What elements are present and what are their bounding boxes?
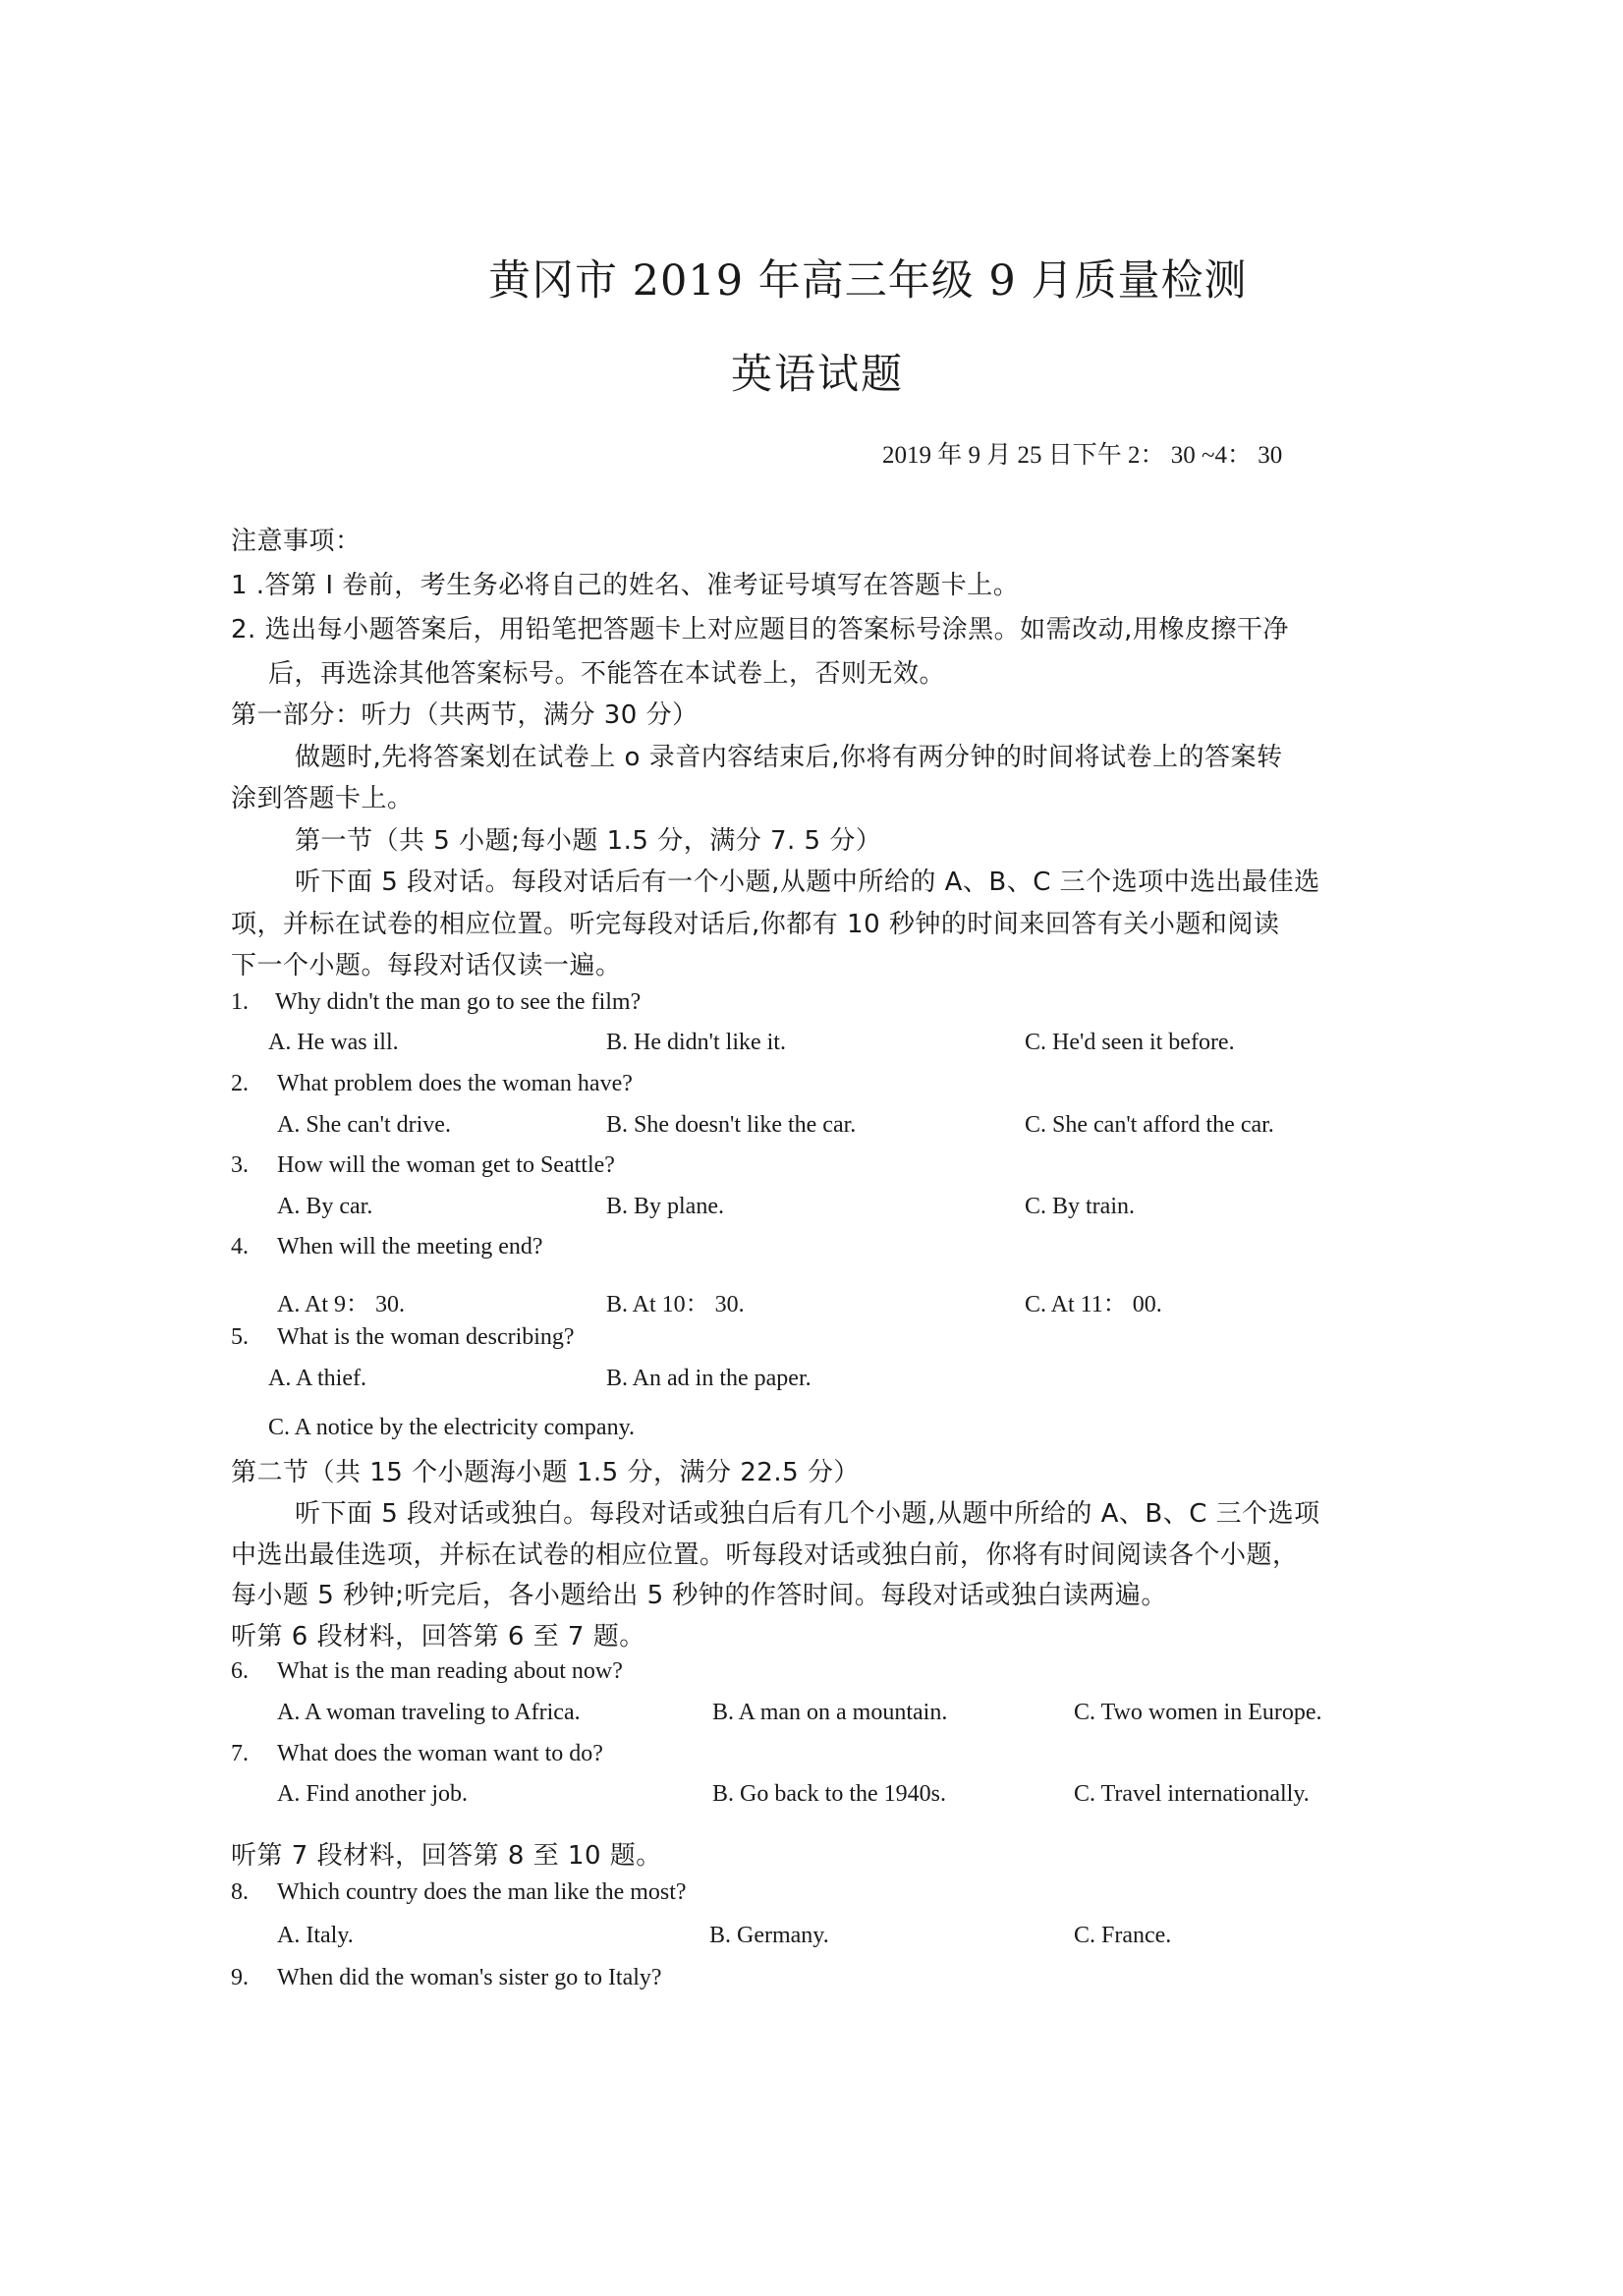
question-text: What is the man reading about now?: [277, 1658, 623, 1684]
question-text: How will the woman get to Seattle?: [277, 1152, 615, 1178]
option-a: A. A woman traveling to Africa.: [277, 1700, 581, 1725]
question-number: 9.: [231, 1965, 249, 1990]
notes-heading: 注意事项：: [231, 527, 362, 556]
passage-6-instruction: 听第 6 段材料，回答第 6 至 7 题。: [231, 1622, 645, 1652]
question-number: 2.: [231, 1071, 249, 1096]
section2-intro-line3: 每小题 5 秒钟;听完后，各小题给出 5 秒钟的作答时间。每段对话或独白读两遍。: [231, 1581, 1167, 1610]
option-c: C. France.: [1074, 1923, 1172, 1948]
option-b: B. An ad in the paper.: [606, 1366, 812, 1391]
option-b: B. She doesn't like the car.: [606, 1112, 857, 1138]
question-text: When did the woman's sister go to Italy?: [277, 1965, 662, 1990]
section2-intro-line2: 中选出最佳选项，并标在试卷的相应位置。听每段对话或独白前，你将有时间阅读各个小题，: [231, 1540, 1299, 1570]
question-text: What does the woman want to do?: [277, 1741, 603, 1766]
question-number: 7.: [231, 1741, 249, 1766]
page-subtitle: 英语试题: [731, 350, 905, 398]
question-text: Which country does the man like the most?: [277, 1879, 687, 1905]
option-b: B. By plane.: [606, 1194, 724, 1219]
option-a: A. By car.: [277, 1194, 373, 1219]
question-number: 3.: [231, 1152, 249, 1178]
note-item-2-continued: 后，再选涂其他答案标号。不能答在本试卷上，否则无效。: [268, 659, 946, 689]
question-text: What is the woman describing?: [277, 1324, 575, 1350]
part1-heading: 第一部分：听力（共两节，满分 30 分）: [231, 700, 699, 730]
option-a: A. A thief.: [268, 1366, 366, 1391]
option-c: C. He'd seen it before.: [1025, 1030, 1235, 1055]
part1-intro: 做题时,先将答案划在试卷上 o 录音内容结束后,你将有两分钟的时间将试卷上的答案转: [295, 743, 1283, 772]
option-a: A. He was ill.: [268, 1030, 399, 1055]
option-a: A. Italy.: [277, 1923, 354, 1948]
option-c: C. At 11： 00.: [1025, 1292, 1162, 1317]
part1-intro-continued: 涂到答题卡上。: [231, 784, 414, 813]
option-c: C. Two women in Europe.: [1074, 1700, 1322, 1725]
note-item-1: 1 .答第 I 卷前，考生务必将自己的姓名、准考证号填写在答题卡上。: [231, 571, 1020, 600]
section2-heading: 第二节（共 15 个小题海小题 1.5 分，满分 22.5 分）: [231, 1458, 860, 1487]
section1-intro-line2: 项，并标在试卷的相应位置。听完每段对话后,你都有 10 秒钟的时间来回答有关小题和阅读: [231, 910, 1280, 939]
section2-intro: 听下面 5 段对话或独白。每段对话或独白后有几个小题,从题中所给的 A、B、C 三个选项: [295, 1499, 1320, 1529]
page-title: 黄冈市 2019 年高三年级 9 月质量检测: [488, 256, 1248, 306]
question-number: 1.: [231, 989, 249, 1015]
option-a: A. Find another job.: [277, 1781, 468, 1807]
option-c: C. Travel internationally.: [1074, 1781, 1310, 1807]
question-text: When will the meeting end?: [277, 1234, 543, 1260]
note-item-2: 2. 选出每小题答案后，用铅笔把答题卡上对应题目的答案标号涂黑。如需改动,用橡皮擦干净: [231, 615, 1289, 644]
question-number: 4.: [231, 1234, 249, 1260]
question-number: 6.: [231, 1658, 249, 1684]
question-number: 5.: [231, 1324, 249, 1350]
option-b: B. At 10： 30.: [606, 1292, 745, 1317]
question-number: 8.: [231, 1879, 249, 1905]
option-b: B. He didn't like it.: [606, 1030, 786, 1055]
question-text: What problem does the woman have?: [277, 1071, 633, 1096]
option-b: B. Germany.: [709, 1923, 829, 1948]
option-c: C. She can't afford the car.: [1025, 1112, 1274, 1138]
passage-7-instruction: 听第 7 段材料，回答第 8 至 10 题。: [231, 1841, 662, 1871]
option-a: A. At 9： 30.: [277, 1292, 406, 1317]
option-b: B. A man on a mountain.: [712, 1700, 948, 1725]
option-c: C. By train.: [1025, 1194, 1135, 1219]
option-c: C. A notice by the electricity company.: [268, 1415, 636, 1440]
question-text: Why didn't the man go to see the film?: [275, 989, 642, 1015]
exam-date: 2019 年 9 月 25 日下午 2： 30 ~4： 30: [882, 442, 1283, 469]
section1-heading: 第一节（共 5 小题;每小题 1.5 分，满分 7. 5 分）: [295, 826, 882, 856]
section1-intro: 听下面 5 段对话。每段对话后有一个小题,从题中所给的 A、B、C 三个选项中选出最佳选: [295, 868, 1320, 897]
option-b: B. Go back to the 1940s.: [712, 1781, 946, 1807]
option-a: A. She can't drive.: [277, 1112, 451, 1138]
section1-intro-line3: 下一个小题。每段对话仅读一遍。: [231, 951, 622, 980]
